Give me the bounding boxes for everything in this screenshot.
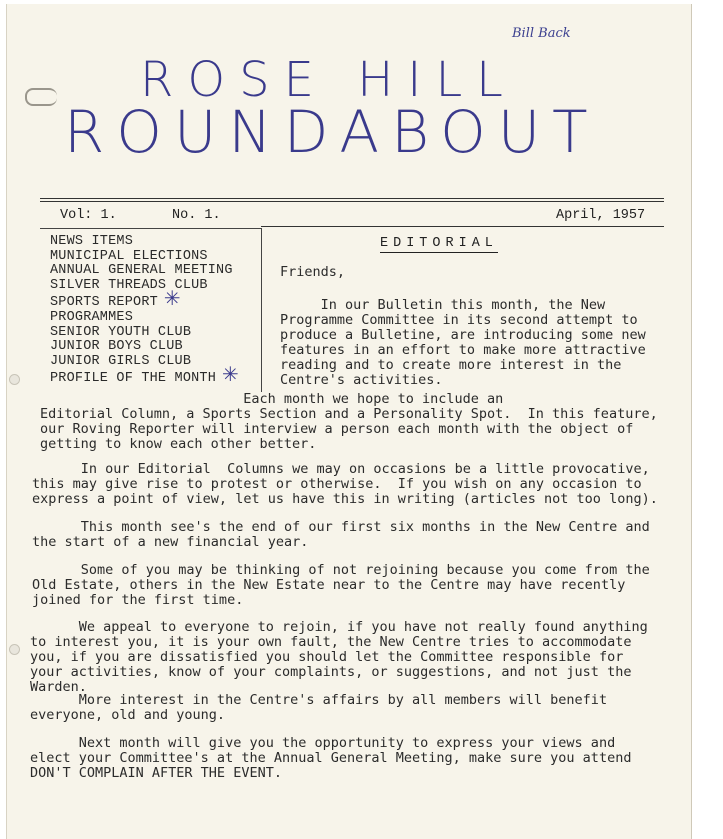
issue-date: April, 1957 [556,208,646,223]
editorial-paragraph-8: Next month will give you the opportunity to express your views and elect your Committee's at the Annual General Meeting, make sure you attend DON'T COMPLAIN AFTER THE EVENT. [30,735,632,781]
editorial-paragraph-4: This month see's the end of our first six months in the New Centre and the start of a new financial year. [32,519,650,550]
contents-item: ANNUAL GENERAL MEETING [50,263,233,279]
editorial-paragraph-3: In our Editorial Columns we may on occasions be a little provocative, this may give rise to protest or otherwise. If you wish on any occasion to express a point of view, let us have this in writing (articles not too long). [32,461,658,507]
contents-item [50,362,239,387]
masthead-rule-top-2 [40,201,664,202]
contents-item: SENIOR YOUTH CLUB [50,324,192,340]
editorial-paragraph-5: Some of you may be thinking of not rejoining because you come from the Old Estate, others in the New Estate near to the Centre may have recently joined for the first time. [32,562,650,608]
staple-mark [25,88,57,106]
asterisk-mark: ✳ [163,286,181,311]
punch-hole-lower [9,644,20,655]
contents-item: MUNICIPAL ELECTIONS [50,248,208,264]
contents-divider [261,228,262,392]
handwritten-note: Bill Back [512,26,571,41]
masthead-line-2: ROUNDABOUT [64,98,600,166]
editorial-paragraph-2: Each month we hope to include an Editorial Column, a Sports Section and a Personality Spot. In this feature, our Roving Reporter will interview a person each month with the object of getting to know each other better. [40,391,658,452]
editorial-rule [261,226,664,227]
contents-item-label: SPORTS REPORT [50,295,158,311]
contents-item [50,286,239,311]
contents-item: SILVER THREADS CLUB [50,277,208,293]
editorial-paragraph-7: More interest in the Centre's affairs by all members will benefit everyone, old and young. [30,692,608,723]
masthead-rule-top [40,198,664,199]
masthead-line-1: ROSE HILL [140,52,517,108]
editorial-paragraph-1: In our Bulletin this month, the New Programme Committee in its second attempt to produce a Bulletine, are introducing some new features in an effort to make more attractive reading and to create more interest in the Centre's activities. [280,297,646,388]
issue-number: No. 1. [172,208,221,223]
issue-volume: Vol: 1. [60,208,117,223]
editorial-salutation: Friends, [280,264,346,280]
contents-item-label: PROFILE OF THE MONTH [50,371,217,387]
punch-hole-upper [9,374,20,385]
contents-box-top [40,228,261,229]
contents-item: PROGRAMMES [50,309,134,325]
contents-item: NEWS ITEMS [50,234,134,249]
editorial-heading: EDITORIAL [380,236,498,251]
asterisk-mark: ✳ [222,362,239,387]
contents-item: JUNIOR BOYS CLUB [50,339,183,355]
editorial-paragraph-6: We appeal to everyone to rejoin, if you have not really found anything to interest you, it is your own fault, the New Centre tries to accommodate you, if you are dissatisfied you should let the Committee responsible for your activities, know of your complaints, or suggestions, and not just the Warden. [30,619,648,695]
contents-item: JUNIOR GIRLS CLUB [50,353,192,369]
contents-list [50,235,239,387]
